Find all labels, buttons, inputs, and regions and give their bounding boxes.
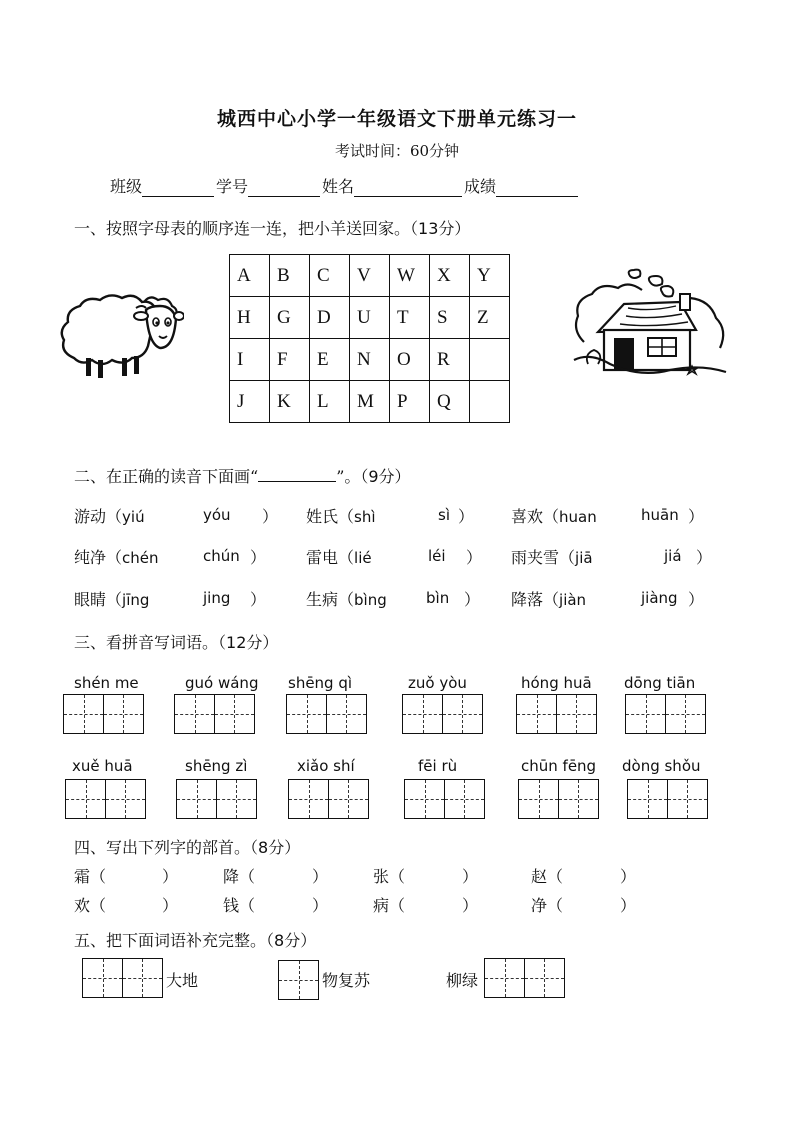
radical-char: 张 bbox=[373, 867, 390, 886]
writing-cell[interactable] bbox=[174, 694, 215, 734]
writing-cell[interactable] bbox=[176, 779, 217, 819]
student-info-row bbox=[110, 174, 580, 197]
letter-cell[interactable]: C bbox=[310, 255, 350, 297]
option-b[interactable]: jing bbox=[203, 589, 231, 607]
letter-cell[interactable]: D bbox=[310, 297, 350, 339]
section5-heading bbox=[74, 928, 316, 951]
idiom-prefix: 柳绿 bbox=[446, 971, 479, 990]
writing-cell[interactable] bbox=[214, 694, 255, 734]
paren: （ bbox=[106, 590, 123, 609]
writing-cell[interactable] bbox=[122, 958, 163, 998]
paren: ） bbox=[312, 867, 329, 886]
letter-cell[interactable]: F bbox=[270, 339, 310, 381]
option-a[interactable]: jiàn bbox=[559, 591, 587, 609]
option-b[interactable]: chún bbox=[203, 547, 240, 565]
paren: ） bbox=[620, 896, 637, 915]
letter-cell[interactable]: W bbox=[390, 255, 430, 297]
paren: （ bbox=[106, 507, 123, 526]
section4-heading bbox=[74, 835, 300, 858]
paren: ） bbox=[466, 548, 483, 567]
writing-cell[interactable] bbox=[558, 779, 599, 819]
paren: ） bbox=[464, 590, 481, 609]
pinyin-prompt: shēng qì bbox=[288, 674, 353, 692]
paren: ） bbox=[312, 896, 329, 915]
item-word: 纯净 bbox=[74, 548, 107, 567]
pinyin-prompt: dòng shǒu bbox=[622, 757, 701, 775]
writing-grid bbox=[402, 694, 481, 734]
writing-cell[interactable] bbox=[328, 779, 369, 819]
pinyin-prompt: dōng tiān bbox=[624, 674, 696, 692]
paren: （ bbox=[338, 590, 355, 609]
paren: （ bbox=[338, 507, 355, 526]
section4-heading-text: 四、写出下列字的部首。 bbox=[74, 838, 251, 857]
letter-cell[interactable]: X bbox=[430, 255, 470, 297]
writing-cell[interactable] bbox=[288, 779, 329, 819]
item-word: 姓氏 bbox=[306, 507, 339, 526]
pinyin-prompt: guó wáng bbox=[185, 674, 259, 692]
option-a[interactable]: huan bbox=[559, 508, 597, 526]
letter-cell[interactable]: Z bbox=[470, 297, 510, 339]
letter-cell[interactable]: R bbox=[430, 339, 470, 381]
letter-cell[interactable]: O bbox=[390, 339, 430, 381]
section2-heading bbox=[74, 464, 411, 487]
section3-heading-text: 三、看拼音写词语。 bbox=[74, 633, 219, 652]
letter-cell[interactable]: Y bbox=[470, 255, 510, 297]
letter-grid bbox=[229, 254, 510, 423]
paren: （ bbox=[559, 548, 576, 567]
writing-cell[interactable] bbox=[516, 694, 557, 734]
paren: ） bbox=[162, 896, 179, 915]
writing-cell[interactable] bbox=[625, 694, 666, 734]
fill-grid bbox=[484, 958, 563, 998]
section3-points: （12分） bbox=[218, 633, 279, 652]
section1-heading-text: 一、按照字母表的顺序连一连，把小羊送回家。 bbox=[74, 219, 411, 238]
section5-heading-text: 五、把下面词语补充完整。 bbox=[74, 931, 267, 950]
exam-time: 考试时间：60分钟 bbox=[334, 142, 460, 160]
writing-grid bbox=[518, 779, 597, 819]
pinyin-prompt: zuǒ yòu bbox=[408, 674, 467, 692]
paren: （ bbox=[543, 507, 560, 526]
pinyin-item bbox=[306, 545, 372, 568]
paren: （ bbox=[389, 896, 406, 915]
paren: （ bbox=[90, 867, 107, 886]
radical-char: 病 bbox=[373, 896, 390, 915]
writing-grid bbox=[63, 694, 142, 734]
option-b[interactable]: yóu bbox=[203, 506, 231, 524]
item-word: 生病 bbox=[306, 590, 339, 609]
item-word: 雨夹雪 bbox=[511, 548, 560, 567]
pinyin-prompt: shén me bbox=[74, 674, 139, 692]
option-b[interactable]: léi bbox=[428, 547, 446, 565]
score-blank[interactable] bbox=[496, 180, 578, 197]
pinyin-prompt: hóng huā bbox=[521, 674, 592, 692]
paren: ） bbox=[262, 507, 279, 526]
writing-cell[interactable] bbox=[404, 779, 445, 819]
option-b[interactable]: huān bbox=[641, 506, 679, 524]
pinyin-prompt: xuě huā bbox=[72, 757, 133, 775]
letter-cell[interactable]: E bbox=[310, 339, 350, 381]
writing-cell[interactable] bbox=[556, 694, 597, 734]
letter-cell[interactable]: H bbox=[230, 297, 270, 339]
paren: ） bbox=[696, 548, 713, 567]
house-illustration bbox=[570, 268, 730, 384]
letter-cell[interactable]: G bbox=[270, 297, 310, 339]
pinyin-item bbox=[74, 545, 159, 568]
idiom-suffix: 物复苏 bbox=[322, 971, 371, 990]
writing-grid bbox=[174, 694, 253, 734]
letter-cell[interactable]: Q bbox=[430, 381, 470, 423]
paren: ） bbox=[688, 590, 705, 609]
writing-cell[interactable] bbox=[484, 958, 525, 998]
fill-grid bbox=[82, 958, 161, 998]
underline-sample bbox=[258, 467, 336, 482]
letter-cell[interactable]: S bbox=[430, 297, 470, 339]
section2-heading-b: ”。 bbox=[336, 467, 361, 486]
paren: ） bbox=[462, 867, 479, 886]
writing-grid bbox=[627, 779, 706, 819]
section2-points: （9分） bbox=[360, 467, 411, 486]
writing-cell[interactable] bbox=[442, 694, 483, 734]
paren: ） bbox=[620, 867, 637, 886]
writing-grid bbox=[404, 779, 483, 819]
writing-grid bbox=[176, 779, 255, 819]
score-label: 成绩 bbox=[464, 177, 497, 196]
pinyin-prompt: chūn fēng bbox=[521, 757, 597, 775]
option-b[interactable]: jiá bbox=[664, 547, 682, 565]
pinyin-item bbox=[74, 504, 145, 527]
option-a[interactable]: lié bbox=[354, 549, 372, 567]
radical-char: 欢 bbox=[74, 896, 91, 915]
letter-cell[interactable]: L bbox=[310, 381, 350, 423]
writing-cell[interactable] bbox=[65, 779, 106, 819]
pinyin-item bbox=[74, 587, 149, 610]
paren: （ bbox=[90, 896, 107, 915]
paren: （ bbox=[106, 548, 123, 567]
option-a[interactable]: jiā bbox=[575, 549, 593, 567]
fill-grid bbox=[278, 960, 318, 1000]
class-blank[interactable] bbox=[142, 180, 214, 197]
section3-heading bbox=[74, 630, 278, 653]
option-b[interactable]: bìn bbox=[426, 589, 450, 607]
writing-cell[interactable] bbox=[82, 958, 123, 998]
paren: （ bbox=[239, 896, 256, 915]
letter-cell[interactable]: K bbox=[270, 381, 310, 423]
name-blank[interactable] bbox=[354, 180, 462, 197]
pinyin-prompt: fēi rù bbox=[418, 757, 458, 775]
option-a[interactable]: chén bbox=[122, 549, 159, 567]
writing-cell[interactable] bbox=[444, 779, 485, 819]
writing-cell[interactable] bbox=[103, 694, 144, 734]
writing-grid bbox=[516, 694, 595, 734]
idiom-suffix: 大地 bbox=[166, 971, 199, 990]
pinyin-item bbox=[306, 504, 376, 527]
item-word: 雷电 bbox=[306, 548, 339, 567]
item-word: 降落 bbox=[511, 590, 544, 609]
page-title: 城西中心小学一年级语文下册单元练习一 bbox=[216, 108, 577, 130]
letter-cell[interactable]: J bbox=[230, 381, 270, 423]
letter-cell[interactable]: I bbox=[230, 339, 270, 381]
paren: ） bbox=[162, 867, 179, 886]
student-number-label: 学号 bbox=[216, 177, 249, 196]
radical-char: 霜 bbox=[74, 867, 91, 886]
paren: （ bbox=[543, 590, 560, 609]
section1-points: （13分） bbox=[410, 219, 471, 238]
pinyin-prompt: xiǎo shí bbox=[297, 757, 355, 775]
item-word: 眼睛 bbox=[74, 590, 107, 609]
option-b[interactable]: jiàng bbox=[641, 589, 678, 607]
writing-cell[interactable] bbox=[286, 694, 327, 734]
writing-cell[interactable] bbox=[665, 694, 706, 734]
writing-cell[interactable] bbox=[524, 958, 565, 998]
name-label: 姓名 bbox=[322, 177, 355, 196]
paren: （ bbox=[389, 867, 406, 886]
sheep-illustration bbox=[56, 288, 184, 384]
radical-char: 钱 bbox=[223, 896, 240, 915]
letter-cell[interactable] bbox=[470, 381, 510, 423]
section2-heading-a: 二、在正确的读音下面画“ bbox=[74, 467, 259, 486]
letter-cell[interactable]: V bbox=[350, 255, 390, 297]
writing-cell[interactable] bbox=[278, 960, 319, 1000]
class-label: 班级 bbox=[110, 177, 143, 196]
paren: （ bbox=[338, 548, 355, 567]
letter-cell[interactable]: B bbox=[270, 255, 310, 297]
section5-points: （8分） bbox=[266, 931, 317, 950]
letter-cell[interactable]: M bbox=[350, 381, 390, 423]
pinyin-item bbox=[511, 504, 597, 527]
letter-cell[interactable]: N bbox=[350, 339, 390, 381]
radical-char: 赵 bbox=[531, 867, 548, 886]
paren: ） bbox=[458, 507, 475, 526]
writing-grid bbox=[625, 694, 704, 734]
writing-cell[interactable] bbox=[105, 779, 146, 819]
writing-cell[interactable] bbox=[216, 779, 257, 819]
paren: （ bbox=[547, 896, 564, 915]
pinyin-item bbox=[511, 587, 586, 610]
letter-cell[interactable]: P bbox=[390, 381, 430, 423]
writing-cell[interactable] bbox=[402, 694, 443, 734]
letter-cell[interactable] bbox=[470, 339, 510, 381]
letter-cell[interactable]: A bbox=[230, 255, 270, 297]
writing-cell[interactable] bbox=[518, 779, 559, 819]
option-a[interactable]: shì bbox=[354, 508, 376, 526]
section4-points: （8分） bbox=[250, 838, 301, 857]
paren: （ bbox=[547, 867, 564, 886]
letter-cell[interactable]: U bbox=[350, 297, 390, 339]
writing-grid bbox=[288, 779, 367, 819]
writing-cell[interactable] bbox=[627, 779, 668, 819]
writing-grid bbox=[65, 779, 144, 819]
pinyin-item bbox=[511, 545, 593, 568]
item-word: 游动 bbox=[74, 507, 107, 526]
item-word: 喜欢 bbox=[511, 507, 544, 526]
section1-heading bbox=[74, 216, 470, 239]
letter-cell[interactable]: T bbox=[390, 297, 430, 339]
paren: ） bbox=[462, 896, 479, 915]
paren: ） bbox=[250, 548, 267, 567]
pinyin-item bbox=[306, 587, 387, 610]
option-a[interactable]: yiú bbox=[122, 508, 145, 526]
option-b[interactable]: sì bbox=[438, 506, 450, 524]
option-a[interactable]: bìng bbox=[354, 591, 387, 609]
radical-char: 净 bbox=[531, 896, 548, 915]
paren: （ bbox=[239, 867, 256, 886]
paren: ） bbox=[688, 507, 705, 526]
writing-cell[interactable] bbox=[63, 694, 104, 734]
student-number-blank[interactable] bbox=[248, 180, 320, 197]
pinyin-prompt: shēng zì bbox=[185, 757, 248, 775]
radical-char: 降 bbox=[223, 867, 240, 886]
writing-cell[interactable] bbox=[667, 779, 708, 819]
option-a[interactable]: jīng bbox=[122, 591, 150, 609]
writing-grid bbox=[286, 694, 365, 734]
paren: ） bbox=[250, 590, 267, 609]
writing-cell[interactable] bbox=[326, 694, 367, 734]
